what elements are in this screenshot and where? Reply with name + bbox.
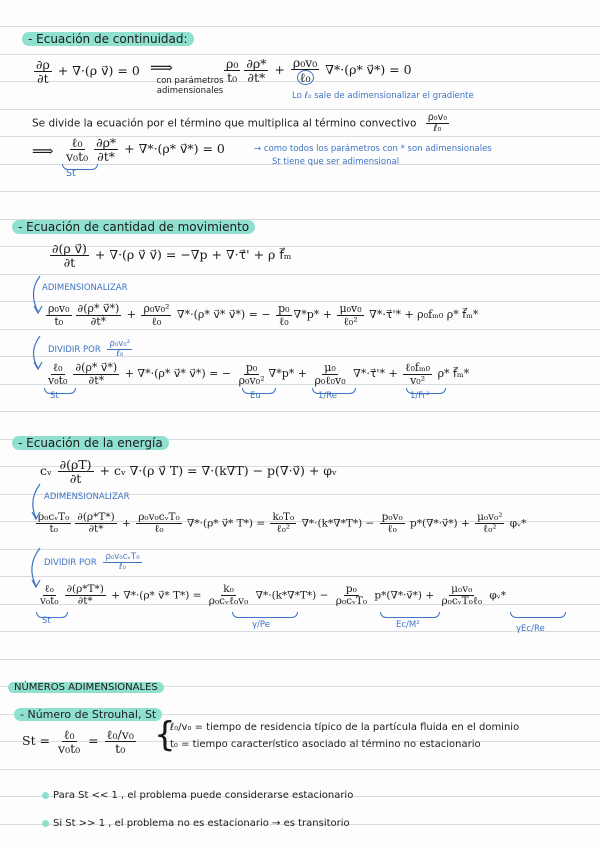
equation-energy: cᵥ $\frac{\partial(\rho T)}{\partial t}$ + cᵥ ∇·(ρ v⃗ T) = ∇·(k∇T) − p(∇·v⃗) + φᵥ [40,457,337,487]
st-label: St [66,168,76,179]
section-title-continuidad: - Ecuación de continuidad: [22,32,194,46]
equation-energy-adim: $\frac{\text{ℓ₀}}{\text{v₀t₀}}$ $\frac{\partial(\rho*T*)}{\partial t*}$ + ∇*·(ρ* v⃗* T*) = $\frac{\text{k₀}}{\text{ρ₀cᵥℓ₀v₀}}$ ∇*·(k*∇*T*) − $\frac{\text{p₀}}{\text{ρ₀cᵥT₀}}$ p*(∇*·v⃗*) + $\frac{\text{μ₀v₀}}{\text{ρ₀cᵥT₀ℓ₀}}$ φᵥ* [40,583,506,608]
adim-label-energy: ADIMENSIONALIZAR [44,492,130,502]
equation-energy-dimensional: $\frac{\text{ρ₀cᵥT₀}}{\text{t₀}}$ $\frac{\partial(\rho*T*)}{\partial t*}$ + $\frac{\text{ρ₀v₀cᵥT₀}}{\text{ℓ₀}}$ ∇*·(ρ* v⃗* T*) = $\frac{\text{k₀T₀}}{\text{ℓ₀²}}$ ∇*·(k*∇*T*) − $\frac{\text{p₀v₀}}{\text{ℓ₀}}$ p*(∇*·v⃗*) + $\frac{\text{μ₀v₀²}}{\text{ℓ₀²}}$ φᵥ* [38,511,527,536]
strouhal-title: - Número de Strouhal, St [14,708,162,721]
label-fr: 1/Fr² [410,391,430,401]
eq2-note1: → como todos los parámetros con * son adimensionales [254,144,492,154]
equation-momentum-dimensional: $\frac{\text{ρ₀v₀}}{\text{t₀}}$ $\frac{\partial(\rho* v⃗*)}{\partial t*}$ + $\frac{\text{ρ₀v₀²}}{\text{ℓ₀}}$ ∇*·(ρ* v⃗* v⃗*) = − $\frac{\text{p₀}}{\text{ℓ₀}}$ ∇*p* + $\frac{\text{μ₀v₀}}{\text{ℓ₀²}}$ ∇*·τ⃗'* + ρ₀fₘ₀ ρ* f⃗ₘ* [48,302,479,328]
implies-arrow-2-icon: ⟹ [32,142,54,160]
equation-momentum-adim: $\frac{\text{ℓ₀}}{\text{v₀t₀}}$ $\frac{\partial(\rho* v⃗*)}{\partial t*}$ + ∇*·(ρ* v⃗* v⃗*) = − $\frac{\text{p₀}}{\text{ρ₀v₀²}}$ ∇*p* + $\frac{\text{μ₀}}{\text{ρ₀ℓ₀v₀}}$ ∇*·τ⃗'* + $\frac{\text{ℓ₀fₘ₀}}{\text{v₀²}}$ ρ* f⃗ₘ* [48,361,470,387]
strouhal-definition: St = $\frac{\text{ℓ₀}}{\text{v₀t₀}}$ = $\frac{\text{ℓ₀/v₀}}{\text{t₀}}$ [22,727,134,757]
equation-continuity: $\frac{\partial\rho}{\partial t}$ + ∇·(ρ v⃗) = 0 [36,57,140,87]
label-ec: Ec/M² [396,620,420,630]
label-st-energy: St [42,616,51,626]
equation-continuity-adim: $\frac{\text{ℓ₀}}{\text{v₀t₀}}$ $\frac{\partial\rho*}{\partial t*}$ + ∇*·(ρ* v⃗*) = 0 [66,135,225,165]
def-residence-time: ℓ₀/v₀ = tiempo de residencia típico de la partícula fluida en el dominio [170,722,520,733]
eq2-note2: St tiene que ser adimensional [272,157,400,167]
adim-label-mov: ADIMENSIONALIZAR [42,283,128,293]
section-title-movimiento: - Ecuación de cantidad de movimiento [12,220,255,234]
blue-note-gradient: Lo ℓ₀ sale de adimensionalizar el gradiente [292,91,474,101]
def-characteristic-time: t₀ = tiempo característico asociado al término no estacionario [170,739,481,750]
label-ec-re: γEc/Re [516,624,545,634]
divide-text: Se divide la ecuación por el término que multiplica al término convectivo $\frac{\text{ρ₀v₀}}{\text{ℓ₀}}$ [32,112,448,134]
label-re: 1/Re [318,391,338,401]
implies-arrow-icon: ⟹ [150,58,173,77]
curly-brace-icon: { [154,715,176,755]
bullet-transient: Si St >> 1 , el problema no es estacionario → es transitorio [42,818,350,829]
equation-continuity-dimensional: $\frac{\text{ρ₀}}{\text{t₀}}$ $\frac{\partial\rho*}{\partial t*}$ + $\frac{\text{ρ₀v₀}}{\text{ℓ₀}}$ ∇*·(ρ* v⃗*) = 0 [226,55,412,86]
label-eu: Eu [250,391,261,401]
section-title-numeros: NÚMEROS ADIMENSIONALES [8,682,164,693]
equation-momentum: $\frac{\text{∂(ρ v⃗)}}{\partial t}$ + ∇·(ρ v⃗ v⃗) = −∇p + ∇·τ⃗' + ρ f⃗ₘ [52,241,292,271]
divide-label-mov: DIVIDIR POR $\frac{\text{ρ₀v₀²}}{\text{ℓ₀}}$ [48,339,131,359]
label-st-mov: St [50,391,59,401]
label-pe: γ/Pe [252,620,270,630]
section-title-energia: - Ecuación de la energía [12,436,169,450]
divide-label-energy: DIVIDIR POR $\frac{\text{ρ₀v₀cᵥT₀}}{\text{ℓ₀}}$ [44,552,140,572]
bullet-stationary: Para St << 1 , el problema puede considerarse estacionario [42,790,353,801]
arrow-note: con parámetros adimensionales [156,76,224,97]
